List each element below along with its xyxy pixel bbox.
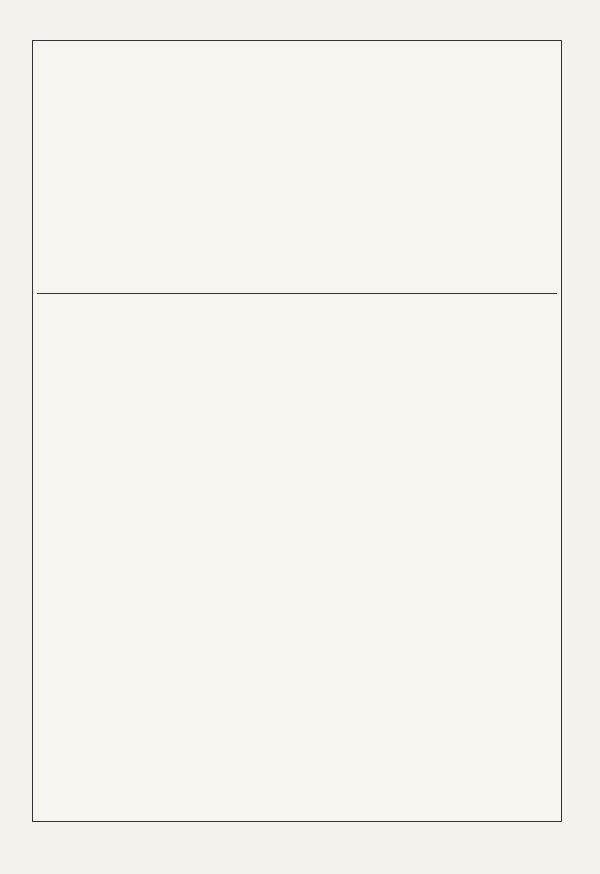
section-divider [37, 293, 557, 294]
page-frame [32, 40, 562, 822]
